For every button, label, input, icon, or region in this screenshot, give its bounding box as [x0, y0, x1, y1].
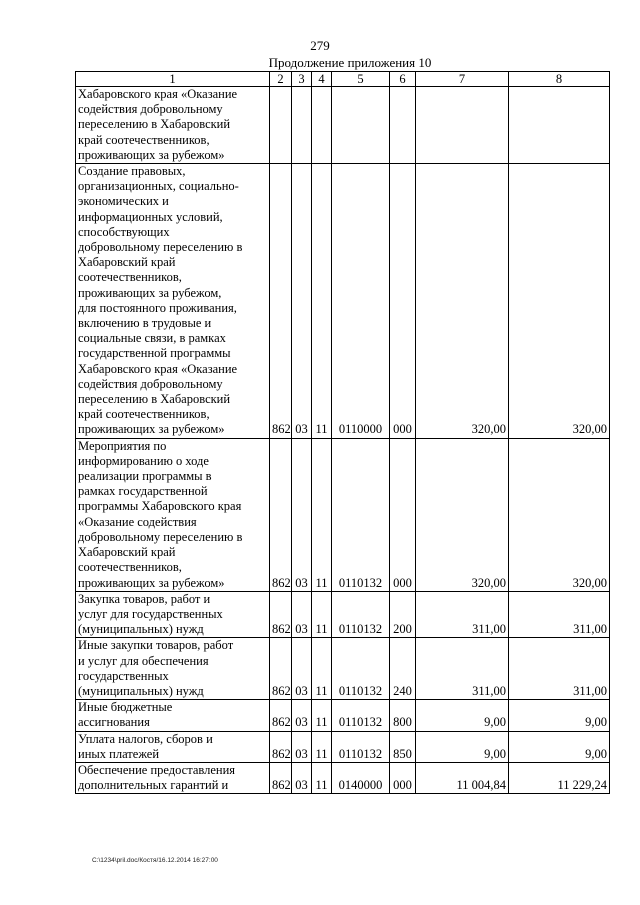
row-name-cell [76, 438, 270, 591]
row-name-line: добровольному переселению в [78, 240, 243, 255]
table-row [76, 438, 610, 591]
section-cell: 03 [292, 638, 312, 700]
row-name-line: способствующих [78, 224, 170, 239]
subsection-cell: 11 [312, 164, 332, 439]
section-cell: 03 [292, 438, 312, 591]
row-name-line: Иные закупки товаров, работ [78, 638, 234, 653]
row-name-line: соотечественников, [78, 560, 182, 575]
row-name-line: Мероприятия по [78, 438, 167, 453]
amount-2016-cell: 320,00 [509, 438, 610, 591]
table-row [76, 700, 610, 731]
column-header: 7 [416, 72, 509, 87]
column-header: 5 [332, 72, 390, 87]
section-cell [292, 87, 312, 164]
section-cell: 03 [292, 731, 312, 762]
target-article-cell: 0110132 [332, 591, 390, 638]
admin-code-cell: 862 [270, 762, 292, 793]
row-name-line: проживающих за рубежом, [78, 285, 222, 300]
row-name-cell [76, 762, 270, 793]
row-name-cell [76, 731, 270, 762]
admin-code-cell: 862 [270, 700, 292, 731]
row-name-line: иных платежей [78, 746, 160, 761]
table-row [76, 164, 610, 439]
row-name-line: Создание правовых, [78, 164, 186, 179]
subsection-cell: 11 [312, 591, 332, 638]
row-name-line: ассигнования [78, 715, 150, 730]
amount-2016-cell: 11 229,24 [509, 762, 610, 793]
row-name-line: «Оказание содействия [78, 514, 197, 529]
row-name-line: край соотечественников, [78, 407, 210, 422]
row-name-line: и услуг для обеспечения [78, 653, 209, 668]
column-header: 4 [312, 72, 332, 87]
subsection-cell: 11 [312, 700, 332, 731]
row-name-line: реализации программы в [78, 469, 212, 484]
table-row [76, 762, 610, 793]
expense-type-cell: 800 [390, 700, 416, 731]
amount-2016-cell: 9,00 [509, 731, 610, 762]
expense-type-cell: 240 [390, 638, 416, 700]
continuation-title: Продолжение приложения 10 [268, 55, 432, 70]
row-name-line: для постоянного проживания, [78, 300, 237, 315]
row-name-line: Хабаровский край [78, 545, 176, 560]
row-name-line: проживающих за рубежом» [78, 147, 225, 162]
row-name-cell [76, 700, 270, 731]
table-row [76, 638, 610, 700]
section-cell: 03 [292, 591, 312, 638]
amount-2015-cell: 9,00 [416, 731, 509, 762]
target-article-cell: 0110132 [332, 731, 390, 762]
admin-code-cell: 862 [270, 638, 292, 700]
row-name-cell [76, 591, 270, 638]
expense-type-cell: 850 [390, 731, 416, 762]
admin-code-cell: 862 [270, 438, 292, 591]
expense-type-cell: 000 [390, 164, 416, 439]
column-header: 6 [390, 72, 416, 87]
section-cell: 03 [292, 700, 312, 731]
subsection-cell: 11 [312, 638, 332, 700]
subsection-cell: 11 [312, 731, 332, 762]
page-number: 279 [310, 38, 330, 53]
row-name-line: организационных, социально- [78, 179, 239, 194]
admin-code-cell: 862 [270, 591, 292, 638]
row-name-line: государственной программы [78, 346, 231, 361]
target-article-cell: 0110132 [332, 700, 390, 731]
amount-2016-cell [509, 87, 610, 164]
target-article-cell: 0110132 [332, 638, 390, 700]
admin-code-cell: 862 [270, 731, 292, 762]
row-name-line: содействия добровольному [78, 102, 223, 117]
amount-2016-cell: 311,00 [509, 591, 610, 638]
amount-2015-cell: 311,00 [416, 638, 509, 700]
amount-2015-cell: 320,00 [416, 164, 509, 439]
row-name-line: Закупка товаров, работ и [78, 591, 211, 606]
row-name-line: (муниципальных) нужд [78, 683, 204, 698]
amount-2015-cell: 9,00 [416, 700, 509, 731]
column-header: 3 [292, 72, 312, 87]
row-name-line: содействия добровольному [78, 376, 223, 391]
section-cell: 03 [292, 762, 312, 793]
row-name-line: соотечественников, [78, 270, 182, 285]
subsection-cell: 11 [312, 762, 332, 793]
subsection-cell: 11 [312, 438, 332, 591]
amount-2016-cell: 320,00 [509, 164, 610, 439]
amount-2015-cell [416, 87, 509, 164]
row-name-line: услуг для государственных [78, 606, 223, 621]
target-article-cell: 0110132 [332, 438, 390, 591]
amount-2015-cell: 320,00 [416, 438, 509, 591]
row-name-line: переселению в Хабаровский [78, 392, 231, 407]
table-row [76, 591, 610, 638]
row-name-line: Иные бюджетные [78, 700, 173, 715]
table-row [76, 87, 610, 164]
amount-2015-cell: 311,00 [416, 591, 509, 638]
row-name-line: Уплата налогов, сборов и [78, 731, 213, 746]
expense-type-cell [390, 87, 416, 164]
target-article-cell: 0140000 [332, 762, 390, 793]
row-name-cell [76, 164, 270, 439]
row-name-line: проживающих за рубежом» [78, 422, 225, 437]
column-number-row [76, 72, 610, 87]
row-name-cell [76, 87, 270, 164]
amount-2016-cell: 311,00 [509, 638, 610, 700]
row-name-line: Обеспечение предоставления [78, 762, 236, 777]
row-name-line: рамках государственной [78, 484, 208, 499]
admin-code-cell: 862 [270, 164, 292, 439]
row-name-line: включению в трудовые и [78, 316, 212, 331]
column-header: 1 [76, 72, 270, 87]
row-name-line: переселению в Хабаровский [78, 117, 231, 132]
row-name-line: информированию о ходе [78, 453, 209, 468]
expense-type-cell: 000 [390, 762, 416, 793]
budget-table [75, 71, 610, 794]
row-name-line: Хабаровского края «Оказание [78, 361, 238, 376]
row-name-line: (муниципальных) нужд [78, 622, 204, 637]
subsection-cell [312, 87, 332, 164]
row-name-line: государственных [78, 668, 169, 683]
row-name-line: проживающих за рубежом» [78, 575, 225, 590]
row-name-line: Хабаровского края «Оказание [78, 87, 238, 101]
row-name-line: информационных условий, [78, 209, 223, 224]
expense-type-cell: 200 [390, 591, 416, 638]
row-name-line: Хабаровский край [78, 255, 176, 270]
column-header: 2 [270, 72, 292, 87]
admin-code-cell [270, 87, 292, 164]
file-path-footer: C:\1234\pril.doc/Костя/16.12.2014 16:27:00 [92, 857, 218, 864]
section-cell: 03 [292, 164, 312, 439]
amount-2015-cell: 11 004,84 [416, 762, 509, 793]
table-row [76, 731, 610, 762]
expense-type-cell: 000 [390, 438, 416, 591]
row-name-line: программы Хабаровского края [78, 499, 242, 514]
target-article-cell [332, 87, 390, 164]
target-article-cell: 0110000 [332, 164, 390, 439]
column-header: 8 [509, 72, 610, 87]
row-name-line: край соотечественников, [78, 132, 210, 147]
row-name-line: социальные связи, в рамках [78, 331, 226, 346]
row-name-cell [76, 638, 270, 700]
amount-2016-cell: 9,00 [509, 700, 610, 731]
row-name-line: экономических и [78, 194, 169, 209]
row-name-line: дополнительных гарантий и [78, 778, 229, 793]
row-name-line: добровольному переселению в [78, 529, 243, 544]
